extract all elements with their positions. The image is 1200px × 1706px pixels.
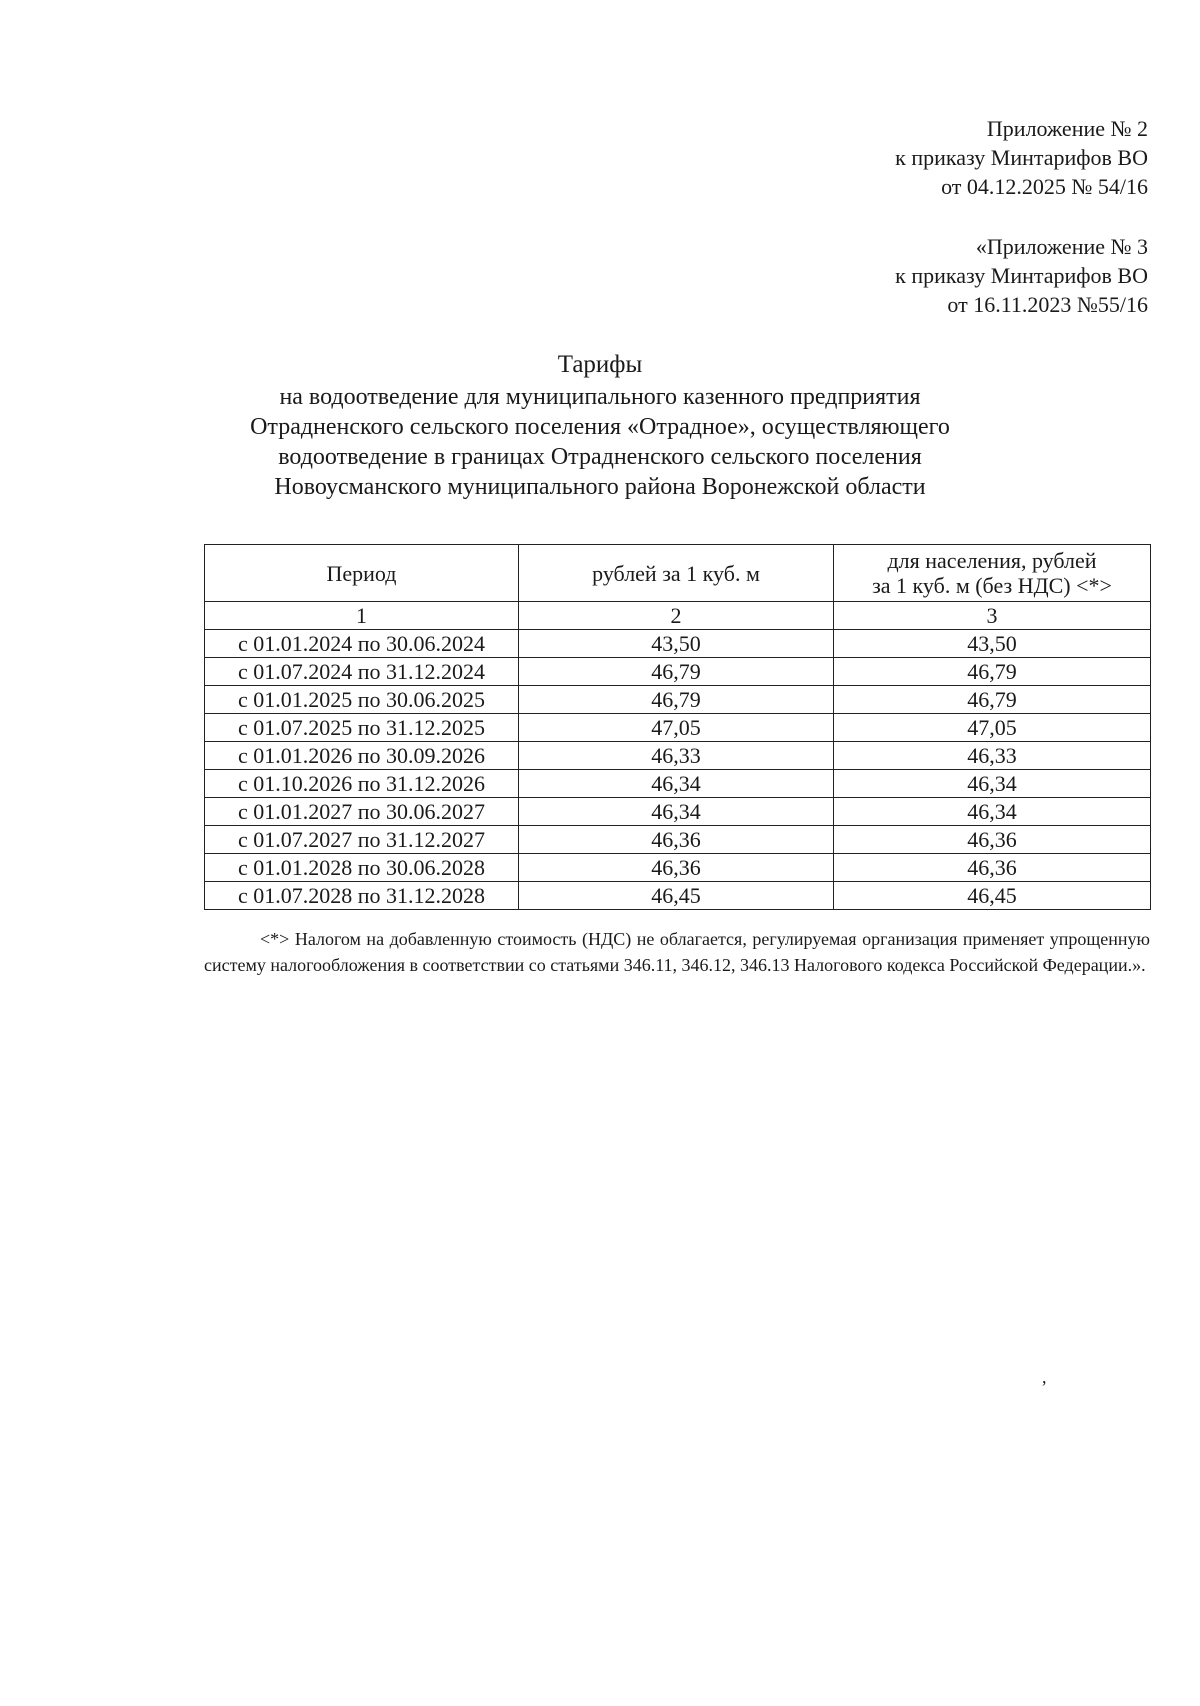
rub-cell: 46,45 xyxy=(519,882,834,910)
tariffs-table xyxy=(204,544,1151,910)
table-row xyxy=(205,826,1151,854)
rub-cell: 46,36 xyxy=(519,826,834,854)
header-population xyxy=(834,545,1151,602)
period-cell: с 01.01.2028 по 30.06.2028 xyxy=(205,854,519,882)
period-cell: с 01.07.2025 по 31.12.2025 xyxy=(205,714,519,742)
header-line: «Приложение № 3 xyxy=(975,234,1148,259)
table-row xyxy=(205,854,1151,882)
title-line: Отрадненского сельского поселения «Отрадное», осуществляющего xyxy=(250,414,950,440)
header-line: от 04.12.2025 № 54/16 xyxy=(941,174,1148,199)
footnote-text: <*> Налогом на добавленную стоимость (НДС) не облагается, регулируемая организация применяет упрощенную систему налогообложения в соответствии со статьями 346.11, 346.12, 346.13 Налогового кодекса Российской Федерации.». xyxy=(204,929,1150,975)
title-line: водоотведение в границах Отрадненского сельского поселения xyxy=(278,444,922,470)
rub-cell: 46,36 xyxy=(519,854,834,882)
population-cell: 46,36 xyxy=(834,854,1151,882)
table-row xyxy=(205,770,1151,798)
column-number: 3 xyxy=(834,602,1151,630)
rub-cell: 46,79 xyxy=(519,686,834,714)
header-population-line: для населения, рублей xyxy=(887,548,1097,573)
title-line: Новоусманского муниципального района Воронежской области xyxy=(274,474,926,500)
population-cell: 47,05 xyxy=(834,714,1151,742)
rub-cell: 46,34 xyxy=(519,798,834,826)
population-cell: 46,34 xyxy=(834,798,1151,826)
stray-mark: , xyxy=(1042,1367,1047,1387)
table-row xyxy=(205,714,1151,742)
table-row xyxy=(205,742,1151,770)
rub-cell: 47,05 xyxy=(519,714,834,742)
header-line: от 16.11.2023 №55/16 xyxy=(947,292,1148,317)
period-cell: с 01.01.2026 по 30.09.2026 xyxy=(205,742,519,770)
table-row xyxy=(205,630,1151,658)
period-cell: с 01.07.2024 по 31.12.2024 xyxy=(205,658,519,686)
header-rub-per-m3: рублей за 1 куб. м xyxy=(519,545,834,602)
table-row xyxy=(205,882,1151,910)
population-cell: 43,50 xyxy=(834,630,1151,658)
rub-cell: 46,33 xyxy=(519,742,834,770)
title-line: на водоотведение для муниципального казенного предприятия xyxy=(279,384,921,410)
column-number-row xyxy=(205,602,1151,630)
period-cell: с 01.07.2027 по 31.12.2027 xyxy=(205,826,519,854)
document-title xyxy=(0,350,1200,502)
population-cell: 46,34 xyxy=(834,770,1151,798)
period-cell: с 01.01.2027 по 30.06.2027 xyxy=(205,798,519,826)
population-cell: 46,79 xyxy=(834,686,1151,714)
period-cell: с 01.10.2026 по 31.12.2026 xyxy=(205,770,519,798)
rub-cell: 46,79 xyxy=(519,658,834,686)
header-period: Период xyxy=(205,545,519,602)
population-cell: 46,33 xyxy=(834,742,1151,770)
rub-cell: 43,50 xyxy=(519,630,834,658)
population-cell: 46,79 xyxy=(834,658,1151,686)
header-line: Приложение № 2 xyxy=(986,116,1148,141)
header-line: к приказу Минтарифов ВО xyxy=(895,145,1148,170)
period-cell: с 01.01.2025 по 30.06.2025 xyxy=(205,686,519,714)
population-cell: 46,45 xyxy=(834,882,1151,910)
table-row xyxy=(205,798,1151,826)
table-row xyxy=(205,658,1151,686)
table-header-row xyxy=(205,545,1151,602)
period-cell: с 01.01.2024 по 30.06.2024 xyxy=(205,630,519,658)
table-row xyxy=(205,686,1151,714)
footnote xyxy=(204,926,1150,978)
period-cell: с 01.07.2028 по 31.12.2028 xyxy=(205,882,519,910)
column-number: 2 xyxy=(519,602,834,630)
appendix-2-header xyxy=(895,114,1148,201)
population-cell: 46,36 xyxy=(834,826,1151,854)
column-number: 1 xyxy=(205,602,519,630)
header-line: к приказу Минтарифов ВО xyxy=(895,263,1148,288)
title-main: Тарифы xyxy=(557,351,643,378)
appendix-3-header xyxy=(895,232,1148,319)
rub-cell: 46,34 xyxy=(519,770,834,798)
header-population-line: за 1 куб. м (без НДС) <*> xyxy=(872,573,1112,598)
